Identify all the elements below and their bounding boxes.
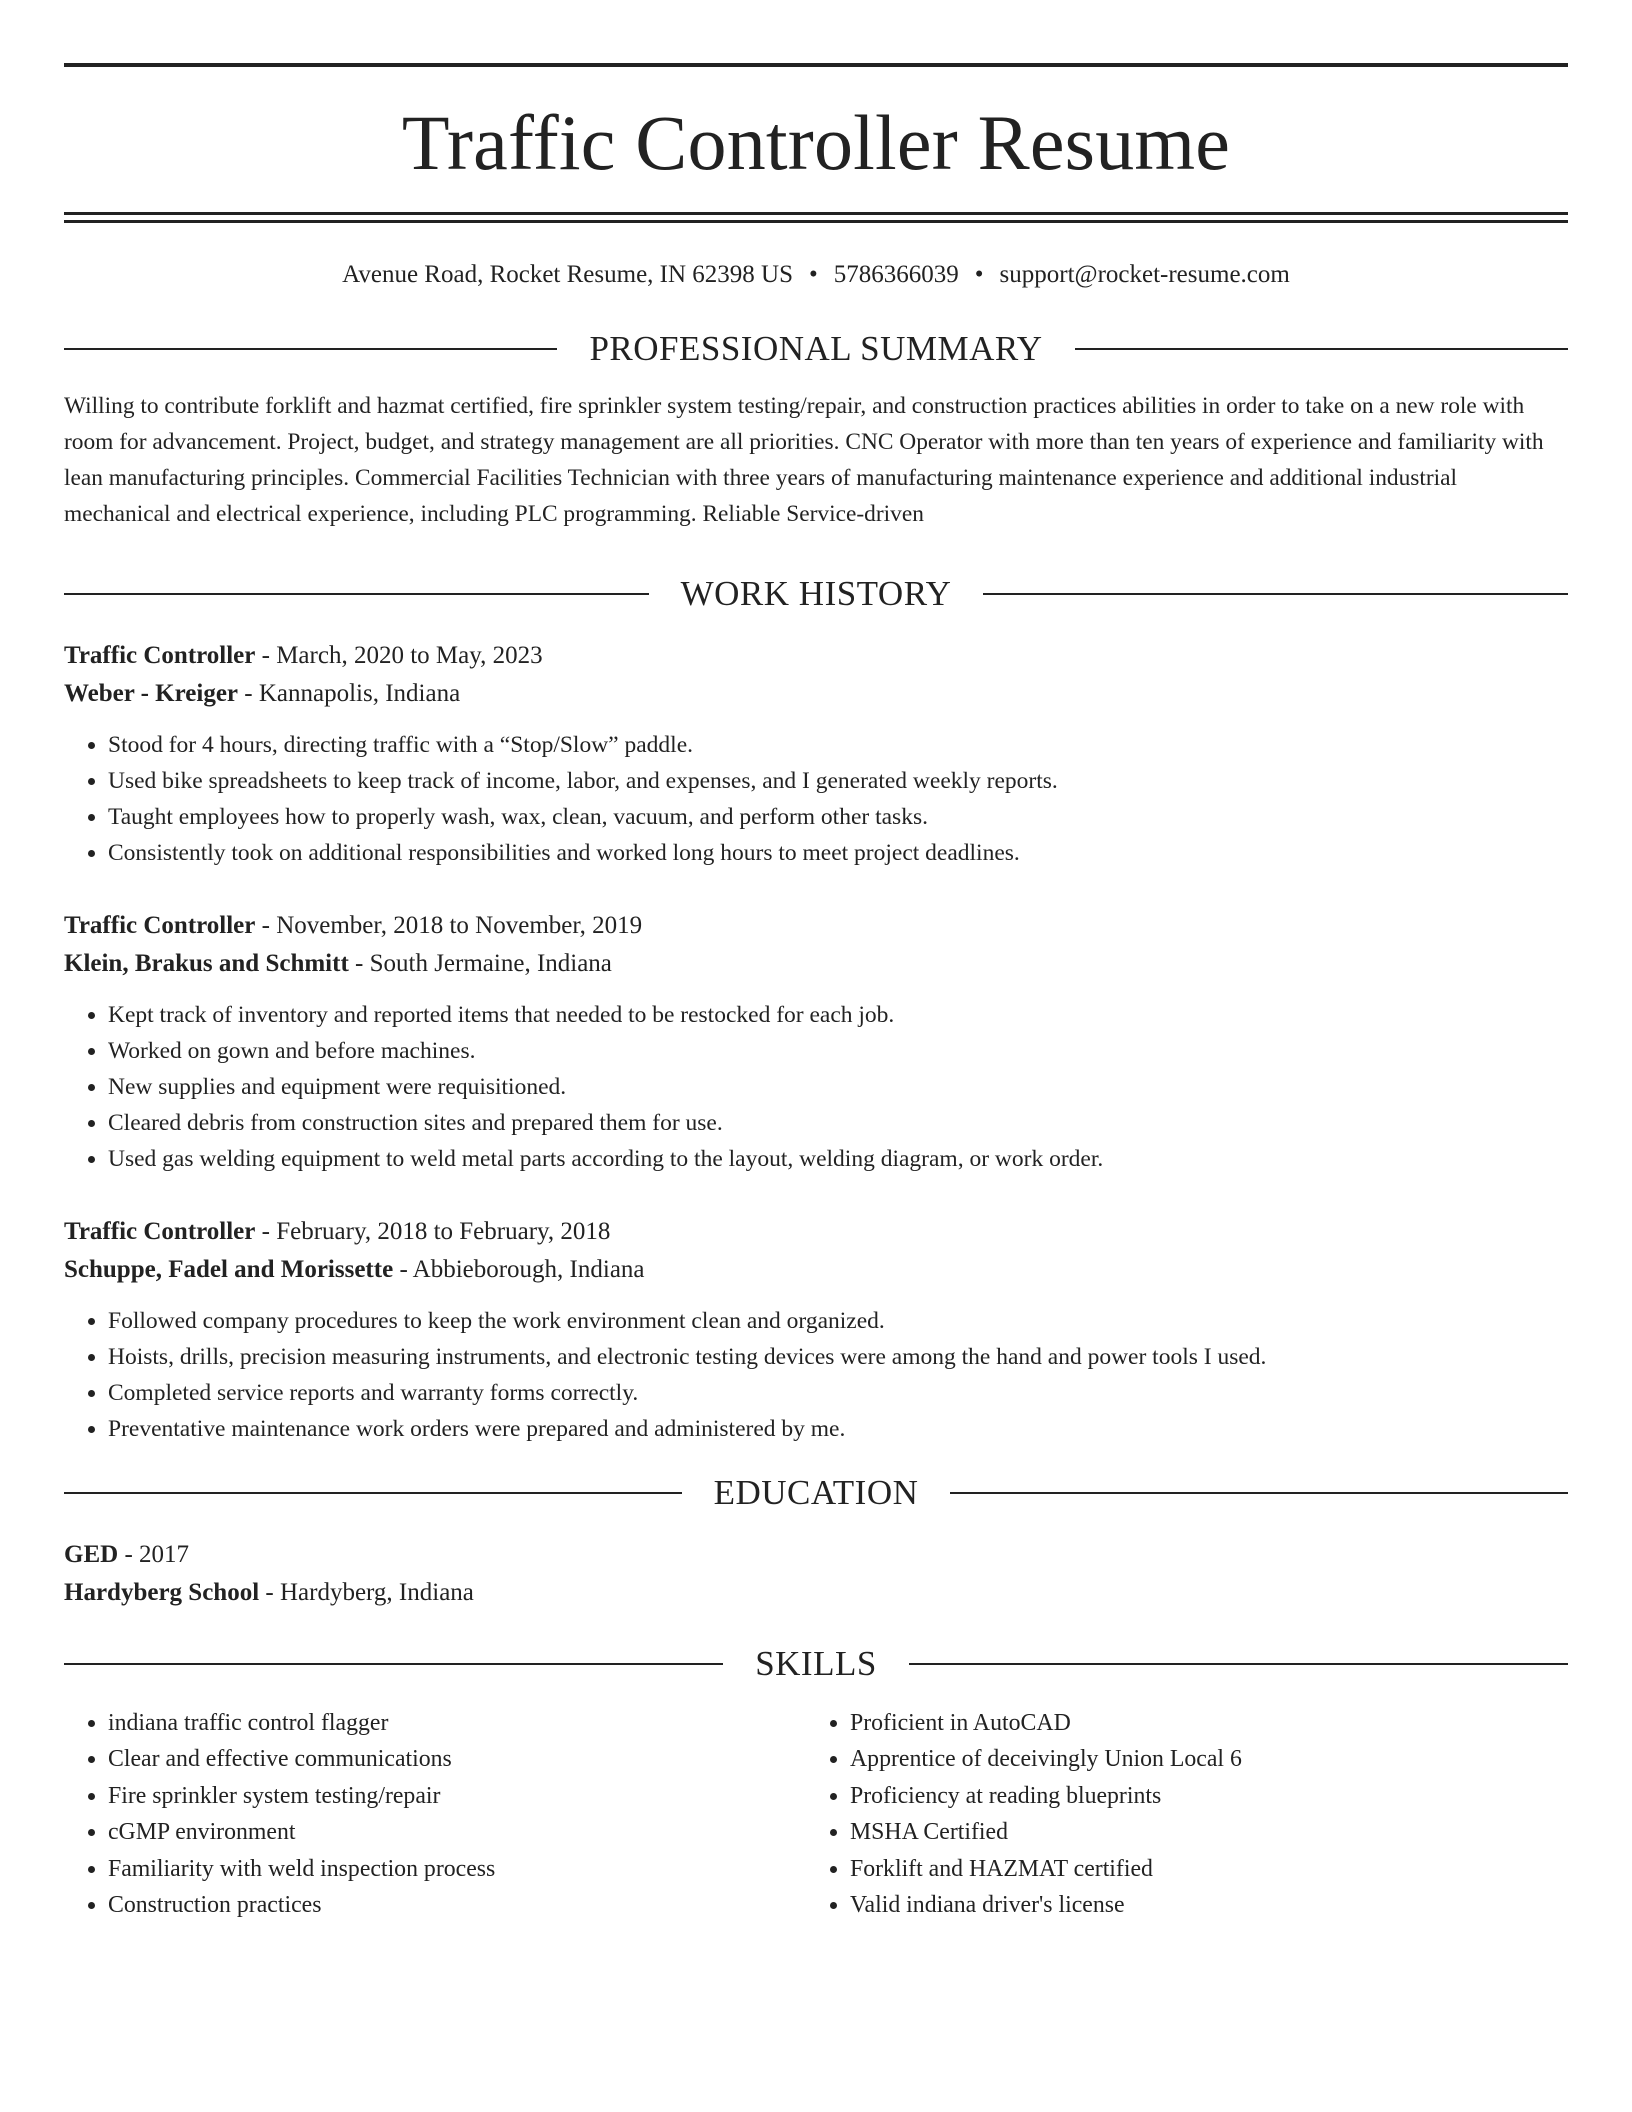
skills-list [806,1705,1548,1923]
education-school-line [64,1574,1568,1612]
job-location: - Kannapolis, Indiana [238,680,461,707]
job-title-line [64,637,1568,675]
list-item: • Proficient in AutoCAD [850,1705,1548,1741]
education-year: - 2017 [118,1541,190,1568]
title-double-rule [64,212,1568,223]
job-dates: - November, 2018 to November, 2019 [255,912,643,939]
job-company: Schuppe, Fadel and Morissette [64,1256,394,1283]
contact-separator: • [809,261,818,288]
section-header-work [64,576,1568,611]
job-company-line [64,675,1568,713]
list-item: • Completed service reports and warranty forms correctly. [108,1375,1568,1411]
education-degree: GED [64,1541,119,1568]
list-item: • Stood for 4 hours, directing traffic with a “Stop/Slow” paddle. [108,727,1568,763]
resume-title: Traffic Controller Resume [401,99,1231,186]
list-item: • cGMP environment [108,1814,806,1850]
list-item: • Proficiency at reading blueprints [850,1778,1548,1814]
contact-email: support@rocket-resume.com [999,261,1290,288]
job-title: Traffic Controller [64,912,256,939]
list-item: • Used bike spreadsheets to keep track of income, labor, and expenses, and I generated weekly reports. [108,763,1568,799]
section-title: SKILLS [755,1644,877,1683]
job-company: Klein, Brakus and Schmitt [64,950,349,977]
list-item: • Taught employees how to properly wash, wax, clean, vacuum, and perform other tasks. [108,799,1568,835]
section-header-summary [64,331,1568,366]
list-item: • MSHA Certified [850,1814,1548,1850]
section-header-education [64,1475,1568,1510]
job-location: - South Jermaine, Indiana [348,950,612,977]
section-header-skills [64,1646,1568,1681]
job-entry [64,907,1568,1177]
list-item: • New supplies and equipment were requisitioned. [108,1069,1568,1105]
job-title: Traffic Controller [64,642,256,669]
list-item: • Clear and effective communications [108,1741,806,1777]
list-item: • Used gas welding equipment to weld metal parts according to the layout, welding diagram, or work order. [108,1141,1568,1177]
job-duties-list [64,727,1568,871]
list-item: • Familiarity with weld inspection process [108,1851,806,1887]
skills-column-left [64,1705,806,1923]
list-item: • indiana traffic control flagger [108,1705,806,1741]
resume-page [64,0,1568,1923]
job-entry [64,637,1568,871]
section-rule [64,593,649,595]
list-item: • Preventative maintenance work orders were prepared and administered by me. [108,1411,1568,1447]
job-title: Traffic Controller [64,1218,256,1245]
section-rule [64,1663,723,1665]
list-item: • Hoists, drills, precision measuring instruments, and electronic testing devices were among the hand and power tools I used. [108,1339,1568,1375]
list-item: • Kept track of inventory and reported items that needed to be restocked for each job. [108,997,1568,1033]
skills-column-right [806,1705,1548,1923]
list-item: • Fire sprinkler system testing/repair [108,1778,806,1814]
skills-list [64,1705,806,1923]
list-item: • Apprentice of deceivingly Union Local 6 [850,1741,1548,1777]
list-item: • Construction practices [108,1887,806,1923]
section-rule [64,348,557,350]
job-dates: - March, 2020 to May, 2023 [255,642,543,669]
list-item: • Valid indiana driver's license [850,1887,1548,1923]
contact-separator: • [974,261,984,288]
job-location: - Abbieborough, Indiana [393,1256,645,1283]
contact-phone: 5786366039 [833,261,959,288]
skills-columns [64,1705,1568,1923]
contact-address: Avenue Road, Rocket Resume, IN 62398 US [342,261,794,288]
section-title: EDUCATION [713,1473,919,1512]
section-rule [64,1492,682,1494]
list-item: • Consistently took on additional responsibilities and worked long hours to meet project deadlines. [108,835,1568,871]
section-rule [1075,348,1568,350]
job-company-line [64,945,1568,983]
job-duties-list [64,1303,1568,1447]
summary-text: Willing to contribute forklift and hazmat certified, fire sprinkler system testing/repair, and construction practices abilities in order to take on a new role with room for advancement. Project, budget, and strategy management are all priorities. CNC Operator with more than ten years of experience and familiarity with lean manufacturing principles. Commercial Facilities Technician with three years of manufacturing maintenance experience and additional industrial mechanical and electrical experience, including PLC programming. Reliable Service-driven [64,393,1544,527]
section-rule [950,1492,1568,1494]
education-entry [64,1536,1568,1612]
education-school: Hardyberg School [64,1579,260,1606]
top-rule [64,63,1568,67]
job-dates: - February, 2018 to February, 2018 [255,1218,611,1245]
job-entry [64,1213,1568,1447]
contact-line [64,262,1568,287]
job-title-line [64,907,1568,945]
list-item: • Followed company procedures to keep the work environment clean and organized. [108,1303,1568,1339]
job-company-line [64,1251,1568,1289]
section-rule [909,1663,1568,1665]
education-location: - Hardyberg, Indiana [259,1579,474,1606]
job-company: Weber - Kreiger [64,680,239,707]
job-title-line [64,1213,1568,1251]
job-duties-list [64,997,1568,1177]
section-title: WORK HISTORY [680,574,952,613]
education-degree-line [64,1536,1568,1574]
list-item: • Cleared debris from construction sites and prepared them for use. [108,1105,1568,1141]
list-item: • Worked on gown and before machines. [108,1033,1568,1069]
section-rule [983,593,1568,595]
section-title: PROFESSIONAL SUMMARY [589,329,1043,368]
list-item: • Forklift and HAZMAT certified [850,1851,1548,1887]
